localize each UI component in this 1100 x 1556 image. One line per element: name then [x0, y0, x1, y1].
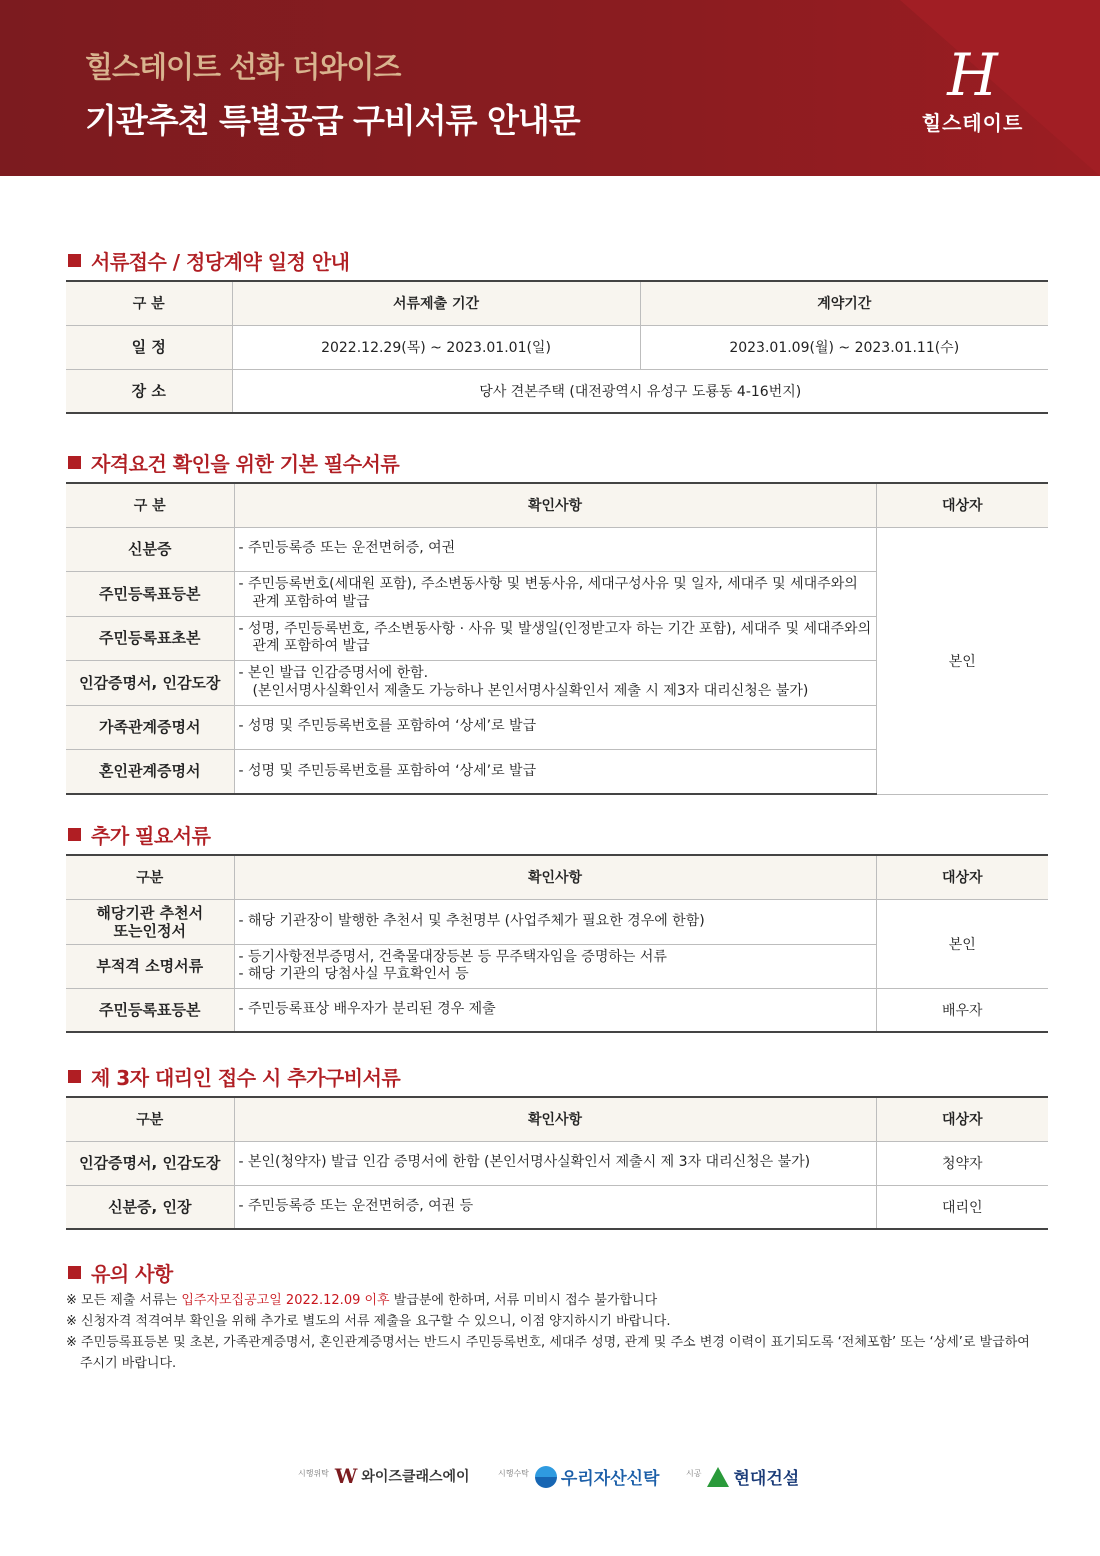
document-requirement: - 주민등록표상 배우자가 분리된 경우 제출 — [234, 988, 876, 1032]
document-name: 신분증, 인장 — [66, 1185, 234, 1229]
note-item: ※ 모든 제출 서류는 입주자모집공고일 2022.12.09 이후 발급분에 한하며, 서류 미비시 접수 불가합니다 — [66, 1293, 658, 1308]
section-title-notes: 유의 사항 — [68, 1258, 173, 1287]
target-person: 대리인 — [876, 1185, 1048, 1229]
square-bullet-icon — [68, 254, 81, 267]
hillstate-logo-mark: H — [947, 41, 998, 109]
document-requirement: - 본인(청약자) 발급 인감 증명서에 한함 (본인서명사실확인서 제출시 제 3자 대리신청은 불가) — [234, 1141, 876, 1185]
document-name: 인감증명서, 인감도장 — [66, 660, 234, 705]
document-name: 주민등록표등본 — [66, 988, 234, 1032]
table-row — [66, 899, 1048, 944]
header-target: 대상자 — [876, 483, 1048, 527]
hillstate-logo — [915, 41, 1030, 136]
note-item: ※ 신청자격 적격여부 확인을 위해 추가로 별도의 서류 제출을 요구할 수 있으니, 이점 양지하시기 바랍니다. — [66, 1314, 671, 1329]
trustee-name: 우리자산신탁 — [560, 1469, 660, 1489]
section-title-additional-documents: 추가 필요서류 — [68, 820, 210, 849]
trustor-label: 시행위탁 — [298, 1469, 329, 1478]
document-name: 혼인관계증명서 — [66, 749, 234, 794]
document-requirement: - 성명 및 주민등록번호를 포함하여 ‘상세’로 발급 — [234, 749, 876, 794]
table-header-row — [66, 1097, 1048, 1141]
document-name: 주민등록표초본 — [66, 616, 234, 660]
table-row — [66, 369, 1048, 413]
page-header — [0, 0, 1100, 176]
square-bullet-icon — [68, 1070, 81, 1083]
section-title-basic-documents: 자격요건 확인을 위한 기본 필수서류 — [68, 448, 399, 477]
notes-list — [66, 1290, 1056, 1374]
header-target: 대상자 — [876, 1097, 1048, 1141]
builder-name: 현대건설 — [733, 1469, 800, 1489]
header-category: 구분 — [66, 855, 234, 899]
note-highlight: 입주자모집공고일 2022.12.09 이후 — [181, 1293, 390, 1308]
trustor-logo — [298, 1464, 470, 1488]
target-person: 청약자 — [876, 1141, 1048, 1185]
table-row — [66, 1185, 1048, 1229]
hyundai-triangle-icon — [707, 1467, 729, 1487]
header-category: 구 분 — [66, 281, 232, 325]
document-requirement: - 주민등록번호(세대원 포함), 주소변동사항 및 변동사유, 세대구성사유 및 일자, 세대주 및 세대주와의 관계 포함하여 발급 — [234, 571, 876, 616]
document-name: 인감증명서, 인감도장 — [66, 1141, 234, 1185]
document-name: 신분증 — [66, 527, 234, 571]
square-bullet-icon — [68, 828, 81, 841]
trustee-label: 시행수탁 — [498, 1469, 529, 1478]
header-check-items: 확인사항 — [234, 483, 876, 527]
submission-period: 2022.12.29(목) ~ 2023.01.01(일) — [232, 325, 640, 369]
additional-documents-table — [66, 854, 1048, 1033]
header-submission-period: 서류제출 기간 — [232, 281, 640, 325]
wiseclass-w-icon: W — [334, 1464, 358, 1488]
section-title-proxy-documents: 제 3자 대리인 접수 시 추가구비서류 — [68, 1062, 400, 1091]
trustee-logo — [498, 1464, 659, 1489]
footer-logos — [0, 1460, 1100, 1500]
document-name: 주민등록표등본 — [66, 571, 234, 616]
place-address: 당사 견본주택 (대전광역시 유성구 도룡동 4-16번지) — [232, 369, 1048, 413]
builder-logo — [686, 1464, 799, 1489]
basic-documents-table — [66, 482, 1048, 795]
table-header-row — [66, 281, 1048, 325]
document-name: 부적격 소명서류 — [66, 944, 234, 988]
header-category: 구분 — [66, 1097, 234, 1141]
target-person: 본인 — [876, 527, 1048, 794]
square-bullet-icon — [68, 1266, 81, 1279]
header-check-items: 확인사항 — [234, 855, 876, 899]
header-target: 대상자 — [876, 855, 1048, 899]
document-requirement: - 해당 기관장이 발행한 추천서 및 추천명부 (사업주체가 필요한 경우에 한함) — [234, 899, 876, 944]
complex-name: 힐스테이트 선화 더와이즈 — [85, 50, 401, 84]
document-name: 해당기관 추천서 또는인정서 — [66, 899, 234, 944]
proxy-documents-table — [66, 1096, 1048, 1230]
builder-label: 시공 — [686, 1469, 702, 1478]
section-title-schedule: 서류접수 / 정당계약 일정 안내 — [68, 246, 350, 275]
document-name: 가족관계증명서 — [66, 705, 234, 749]
document-requirement: - 성명, 주민등록번호, 주소변동사항 · 사유 및 발생일(인정받고자 하는 기간 포함), 세대주 및 세대주와의 관계 포함하여 발급 — [234, 616, 876, 660]
row-label-schedule: 일 정 — [66, 325, 232, 369]
table-row — [66, 1141, 1048, 1185]
row-label-place: 장 소 — [66, 369, 232, 413]
header-check-items: 확인사항 — [234, 1097, 876, 1141]
trustor-name: 와이즈클래스에이 — [361, 1469, 470, 1485]
note-item: ※ 주민등록표등본 및 초본, 가족관계증명서, 혼인관계증명서는 반드시 주민등록번호, 세대주 성명, 관계 및 주소 변경 이력이 표기되도록 ‘전체포함’ 또는 ‘상세’로 발급하여 주시기 바랍니다. — [66, 1335, 1030, 1371]
square-bullet-icon — [68, 456, 81, 469]
document-requirement: - 본인 발급 인감증명서에 한함. (본인서명사실확인서 제출도 가능하나 본인서명사실확인서 제출 시 제3자 대리신청은 불가) — [234, 660, 876, 705]
target-person: 배우자 — [876, 988, 1048, 1032]
document-requirement: - 주민등록증 또는 운전면허증, 여권 등 — [234, 1185, 876, 1229]
contract-period: 2023.01.09(월) ~ 2023.01.11(수) — [640, 325, 1048, 369]
table-row — [66, 988, 1048, 1032]
table-row — [66, 527, 1048, 571]
schedule-table — [66, 280, 1048, 414]
page-title: 기관추천 특별공급 구비서류 안내문 — [85, 101, 580, 140]
table-row — [66, 325, 1048, 369]
header-category: 구 분 — [66, 483, 234, 527]
document-requirement: - 주민등록증 또는 운전면허증, 여권 — [234, 527, 876, 571]
table-header-row — [66, 855, 1048, 899]
target-person: 본인 — [876, 899, 1048, 988]
table-header-row — [66, 483, 1048, 527]
document-requirement: - 등기사항전부증명서, 건축물대장등본 등 무주택자임을 증명하는 서류 - 해당 기관의 당첨사실 무효확인서 등 — [234, 944, 876, 988]
document-requirement: - 성명 및 주민등록번호를 포함하여 ‘상세’로 발급 — [234, 705, 876, 749]
hillstate-logo-name: 힐스테이트 — [921, 111, 1024, 135]
header-contract-period: 계약기간 — [640, 281, 1048, 325]
woori-circle-icon — [535, 1466, 557, 1488]
